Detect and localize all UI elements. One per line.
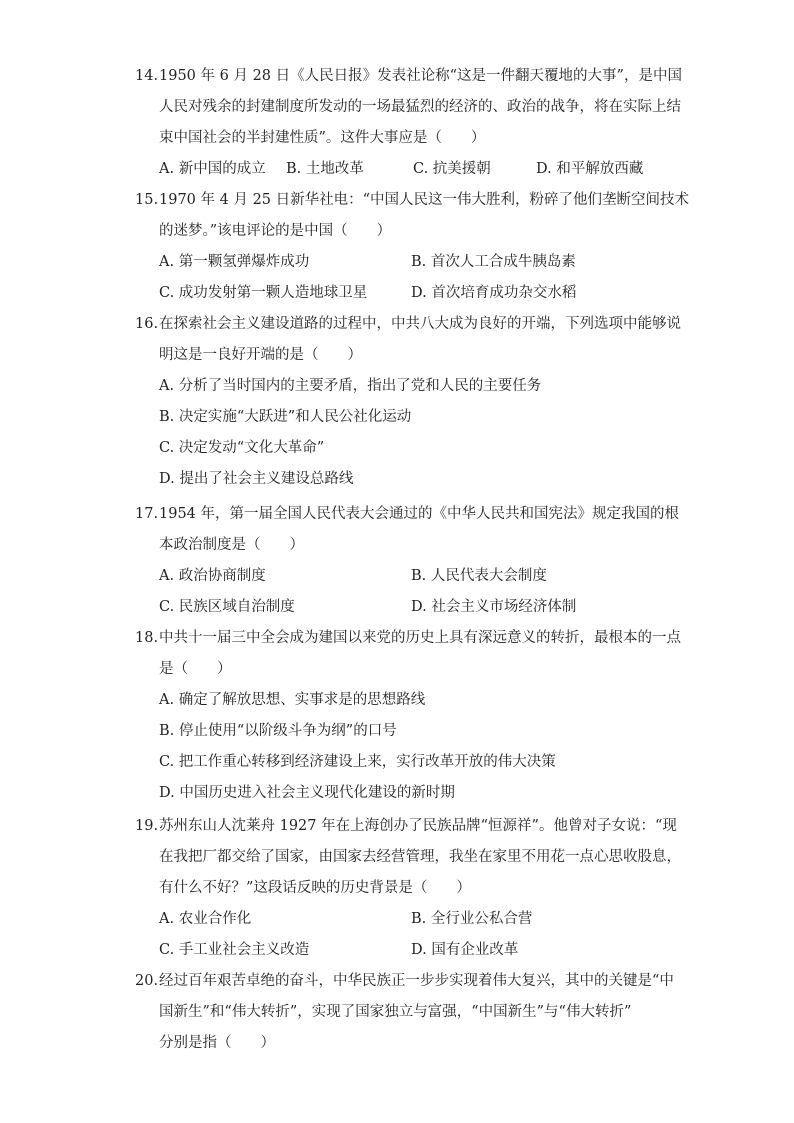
option-a: A. 第一颗氢弹爆炸成功 bbox=[159, 254, 310, 270]
option-c: C. 手工业社会主义改造 bbox=[159, 942, 310, 958]
question-number: 20. bbox=[135, 973, 159, 989]
question-stem-line: 的迷梦。”该电评论的是中国（ ） bbox=[159, 223, 392, 239]
option-a: A. 分析了当时国内的主要矛盾，指出了党和人民的主要任务 bbox=[159, 378, 542, 394]
question-17 bbox=[135, 499, 680, 623]
option-b: B. 决定实施“大跃进”和人民公社化运动 bbox=[159, 409, 412, 425]
question-15 bbox=[135, 185, 690, 309]
option-b: B. 首次人工合成牛胰岛素 bbox=[411, 254, 576, 270]
option-a: A. 农业合作化 bbox=[159, 911, 252, 927]
question-stem-line: 中共十一届三中全会成为建国以来党的历史上具有深远意义的转折，最根本的一点 bbox=[159, 630, 681, 646]
question-14 bbox=[135, 61, 682, 185]
question-stem-line: 1954 年，第一届全国人民代表大会通过的《中华人民共和国宪法》规定我国的根 bbox=[159, 506, 680, 522]
option-b: B. 人民代表大会制度 bbox=[411, 568, 547, 584]
question-number: 17. bbox=[135, 506, 159, 522]
question-stem-line: 经过百年艰苦卓绝的奋斗，中华民族正一步步实现着伟大复兴，其中的关键是“中 bbox=[159, 973, 674, 989]
option-b: B. 土地改革 bbox=[286, 161, 364, 177]
option-c: C. 把工作重心转移到经济建设上来，实行改革开放的伟大决策 bbox=[159, 754, 556, 770]
option-c: C. 抗美援朝 bbox=[413, 161, 491, 177]
option-d: D. 首次培育成功杂交水稻 bbox=[411, 285, 577, 301]
option-d: D. 社会主义市场经济体制 bbox=[411, 599, 577, 615]
question-stem-line: 是（ ） bbox=[159, 661, 232, 677]
question-number: 14. bbox=[135, 68, 159, 84]
question-number: 19. bbox=[135, 818, 159, 834]
question-number: 18. bbox=[135, 630, 159, 646]
option-c: C. 成功发射第一颗人造地球卫星 bbox=[159, 285, 368, 301]
question-19 bbox=[135, 811, 681, 966]
question-20 bbox=[135, 966, 675, 1059]
option-row bbox=[135, 154, 675, 185]
option-d: D. 中国历史进入社会主义现代化建设的新时期 bbox=[159, 785, 455, 801]
question-stem-line: 在我把厂都交给了国家，由国家去经营管理，我坐在家里不用花一点心思收股息， bbox=[159, 849, 681, 865]
option-row bbox=[135, 561, 675, 592]
option-row bbox=[135, 278, 675, 309]
option-a: A. 确定了解放思想、实事求是的思想路线 bbox=[159, 692, 426, 708]
option-d: D. 国有企业改革 bbox=[411, 942, 519, 958]
question-stem-line: 明这是一良好开端的是（ ） bbox=[159, 347, 362, 363]
question-stem-line: 束中国社会的半封建性质”。这件大事应是（ ） bbox=[159, 130, 486, 146]
question-stem-line: 在探索社会主义建设道路的过程中，中共八大成为良好的开端，下列选项中能够说 bbox=[159, 316, 681, 332]
option-row bbox=[135, 935, 675, 966]
question-stem-line: 分别是指（ ） bbox=[159, 1035, 275, 1051]
question-stem-line: 苏州东山人沈莱舟 1927 年在上海创办了民族品牌“恒源祥”。他曾对子女说：“现 bbox=[159, 818, 677, 834]
question-number: 15. bbox=[135, 192, 159, 208]
option-b: B. 全行业公私合营 bbox=[411, 911, 533, 927]
option-row bbox=[135, 247, 675, 278]
question-16 bbox=[135, 309, 681, 495]
question-18 bbox=[135, 623, 681, 809]
question-stem-line: 国新生”和“伟大转折”，实现了国家独立与富强，“中国新生”与“伟大转折” bbox=[159, 1004, 632, 1020]
option-row bbox=[135, 592, 675, 623]
option-d: D. 和平解放西藏 bbox=[536, 161, 644, 177]
question-stem-line: 本政治制度是（ ） bbox=[159, 537, 304, 553]
option-b: B. 停止使用“以阶级斗争为纲”的口号 bbox=[159, 723, 397, 739]
option-a: A. 新中国的成立 bbox=[159, 161, 266, 177]
question-stem-line: 有什么不好？”这段话反映的历史背景是（ ） bbox=[159, 880, 471, 896]
option-a: A. 政治协商制度 bbox=[159, 568, 266, 584]
option-d: D. 提出了社会主义建设总路线 bbox=[159, 471, 354, 487]
question-number: 16. bbox=[135, 316, 159, 332]
question-stem-line: 1950 年 6 月 28 日《人民日报》发表社论称“这是一件翻天覆地的大事”，是中国 bbox=[159, 68, 682, 84]
question-stem-line: 人民对残余的封建制度所发动的一场最猛烈的经济的、政治的战争，将在实际上结 bbox=[159, 99, 681, 115]
option-c: C. 决定发动“文化大革命” bbox=[159, 440, 325, 456]
option-row bbox=[135, 904, 675, 935]
question-stem-line: 1970 年 4 月 25 日新华社电：“中国人民这一伟大胜利，粉碎了他们垄断空间技术 bbox=[159, 192, 690, 208]
option-c: C. 民族区域自治制度 bbox=[159, 599, 295, 615]
